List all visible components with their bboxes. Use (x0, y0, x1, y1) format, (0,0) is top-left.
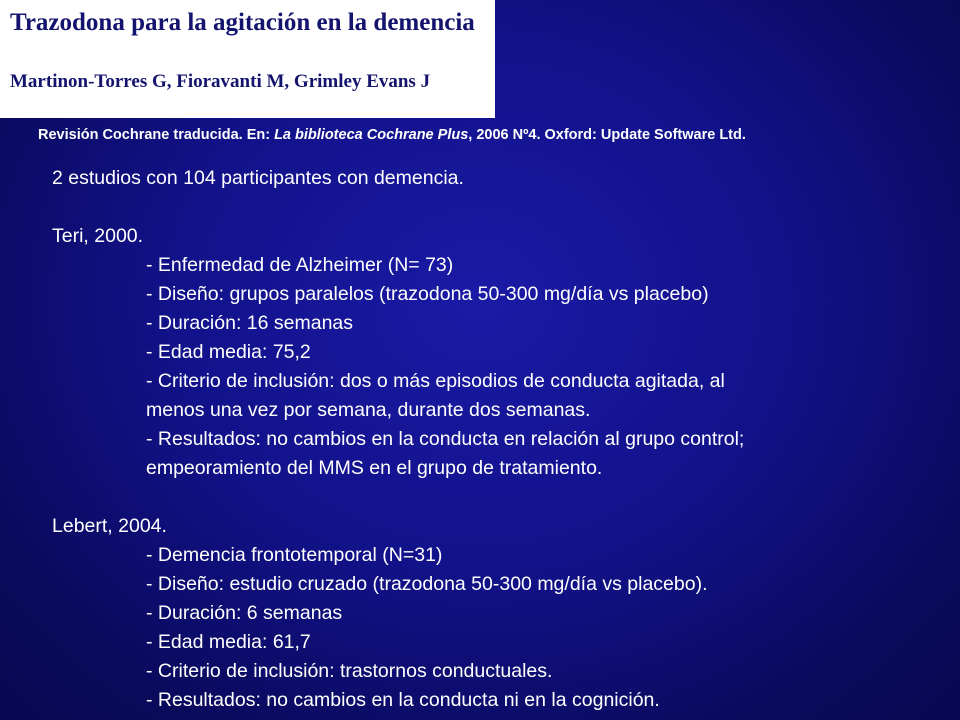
citation-prefix: Revisión Cochrane traducida. En: (38, 127, 275, 143)
study-item: - Criterio de inclusión: trastornos conductuales. (146, 660, 553, 682)
study-item: - Diseño: estudio cruzado (trazodona 50-300 mg/día vs placebo). (146, 573, 708, 595)
authors-line: Martinon-Torres G, Fioravanti M, Grimley Evans J (10, 71, 431, 92)
spacer (52, 483, 932, 512)
spacer (52, 193, 932, 222)
slide-content (52, 164, 932, 715)
page-title: Trazodona para la agitación en la demencia (10, 9, 475, 36)
study-item: - Resultados: no cambios en la conducta ni en la cognición. (146, 689, 660, 711)
study-item: - Enfermedad de Alzheimer (N= 73) (146, 254, 454, 276)
title-box (0, 0, 495, 118)
study-item: - Edad media: 61,7 (146, 631, 311, 653)
study-heading: Teri, 2000. (52, 225, 144, 247)
study-block-teri (52, 222, 932, 483)
study-item: empeoramiento del MMS en el grupo de tratamiento. (146, 457, 603, 479)
summary-text: 2 estudios con 104 participantes con demencia. (52, 167, 464, 189)
study-heading: Lebert, 2004. (52, 515, 167, 537)
study-item: - Criterio de inclusión: dos o más episodios de conducta agitada, al (146, 370, 725, 392)
citation-line (38, 125, 746, 145)
study-item: menos una vez por semana, durante dos semanas. (146, 399, 591, 421)
study-item: - Resultados: no cambios en la conducta en relación al grupo control; (146, 428, 745, 450)
study-item: - Edad media: 75,2 (146, 341, 311, 363)
study-item: - Duración: 6 semanas (146, 602, 343, 624)
study-block-lebert (52, 512, 932, 715)
citation-journal: La biblioteca Cochrane Plus (274, 127, 469, 143)
citation-suffix: , 2006 Nº4. Oxford: Update Software Ltd. (468, 127, 746, 143)
study-item: - Duración: 16 semanas (146, 312, 354, 334)
study-item: - Diseño: grupos paralelos (trazodona 50-300 mg/día vs placebo) (146, 283, 709, 305)
study-item: - Demencia frontotemporal (N=31) (146, 544, 443, 566)
